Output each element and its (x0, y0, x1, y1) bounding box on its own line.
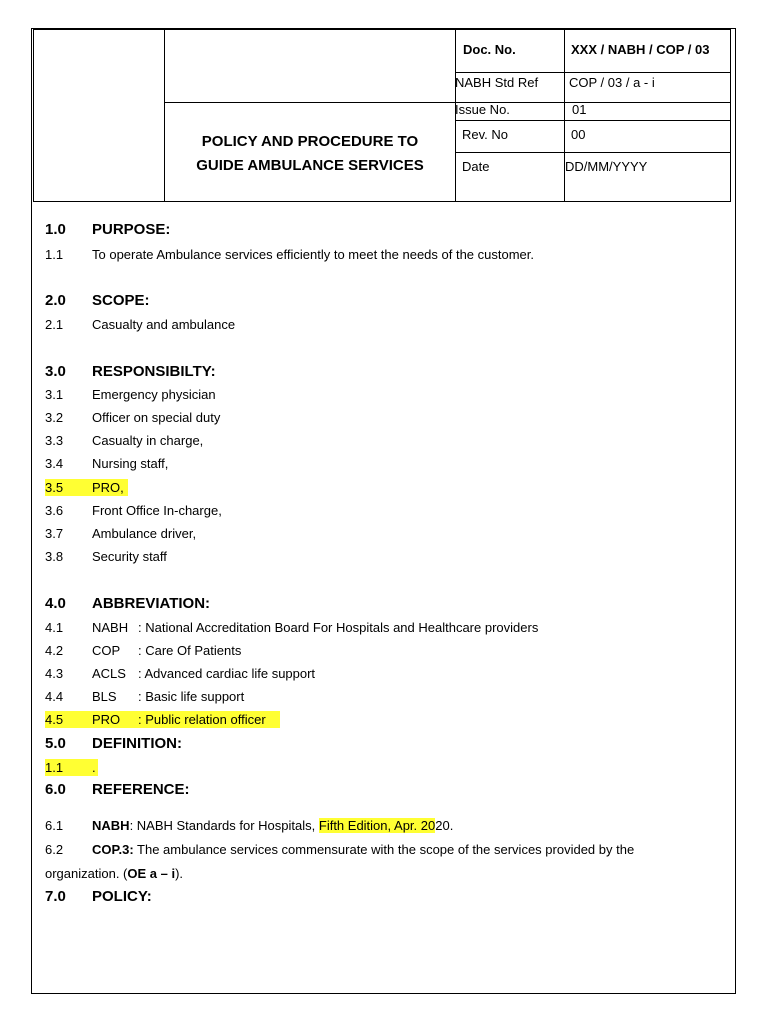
reference-highlight: Fifth Edition, Apr. 20 (318, 818, 436, 833)
abbreviation-term: PRO (92, 712, 121, 727)
section-number: 7.0 (45, 888, 66, 905)
date-value: DD/MM/YYYY (565, 159, 648, 174)
header-row-line (455, 152, 730, 153)
issue-no-label: Issue No. (455, 102, 510, 117)
reference-line-2 (92, 842, 634, 858)
list-item: Casualty in charge, (92, 433, 204, 448)
item-number: 3.7 (45, 526, 64, 541)
std-ref-label: NABH Std Ref (455, 75, 539, 90)
section-number: 4.0 (45, 595, 66, 612)
document-title-line2: GUIDE AMBULANCE SERVICES (196, 157, 424, 174)
item-number: 3.8 (45, 549, 64, 564)
item-number: 4.2 (45, 643, 64, 658)
reference-line-1 (92, 818, 453, 834)
rev-no-label: Rev. No (462, 127, 508, 142)
purpose-text: To operate Ambulance services efficiently to meet the needs of the customer. (92, 247, 535, 262)
header-row-line (455, 72, 730, 73)
header-row-line (455, 120, 730, 121)
list-item: Ambulance driver, (92, 526, 197, 541)
section-number: 6.0 (45, 781, 66, 798)
abbreviation-term: BLS (92, 689, 117, 704)
abbreviation-term: ACLS (92, 666, 126, 681)
item-number: 3.5 (45, 480, 64, 495)
item-number: 4.3 (45, 666, 64, 681)
item-number: 3.4 (45, 456, 64, 471)
section-title-abbreviation: ABBREVIATION: (92, 595, 211, 612)
section-number: 1.0 (45, 221, 66, 238)
list-item: Security staff (92, 549, 167, 564)
list-item: Officer on special duty (92, 410, 221, 425)
issue-no-value: 01 (572, 102, 587, 117)
section-title-reference: REFERENCE: (92, 781, 190, 798)
section-title-definition: DEFINITION: (92, 735, 182, 752)
doc-no-value: XXX / NABH / COP / 03 (571, 42, 710, 57)
item-number: 3.6 (45, 503, 64, 518)
date-label: Date (462, 159, 490, 174)
abbreviation-meaning: : Care Of Patients (138, 643, 242, 658)
section-title-responsibility: RESPONSIBILTY: (92, 363, 216, 380)
reference-objective: OE a – i (127, 866, 176, 881)
reference-line-2-cont (45, 866, 183, 882)
section-number: 5.0 (45, 735, 66, 752)
section-title-policy: POLICY: (92, 888, 152, 905)
abbreviation-term: COP (92, 643, 121, 658)
abbreviation-meaning: : Basic life support (138, 689, 245, 704)
reference-standard: COP.3: (92, 842, 134, 857)
item-number: 1.1 (45, 247, 64, 262)
doc-no-label: Doc. No. (463, 42, 516, 57)
header-divider-value (564, 29, 565, 202)
section-number: 2.0 (45, 292, 66, 309)
item-number: 1.1 (45, 760, 64, 775)
abbreviation-meaning: : Advanced cardiac life support (138, 666, 316, 681)
document-title-line1: POLICY AND PROCEDURE TO (201, 133, 419, 150)
item-number: 3.1 (45, 387, 64, 402)
list-item: Emergency physician (92, 387, 216, 402)
reference-source: NABH (92, 818, 130, 833)
std-ref-value: COP / 03 / a - i (569, 75, 655, 90)
reference-text: : NABH Standards for Hospitals, (129, 818, 319, 833)
rev-no-value: 00 (571, 127, 586, 142)
abbreviation-meaning: : Public relation officer (138, 712, 266, 727)
item-number: 4.4 (45, 689, 64, 704)
item-number: 3.3 (45, 433, 64, 448)
item-number: 4.1 (45, 620, 64, 635)
item-number: 4.5 (45, 712, 64, 727)
reference-text: ). (175, 866, 184, 881)
abbreviation-meaning: : National Accreditation Board For Hospitals and Healthcare providers (138, 620, 539, 635)
section-title-purpose: PURPOSE: (92, 221, 171, 238)
scope-text: Casualty and ambulance (92, 317, 236, 332)
list-item: Nursing staff, (92, 456, 169, 471)
item-number: 6.2 (45, 842, 64, 857)
list-item: PRO, (92, 480, 124, 495)
list-item: Front Office In-charge, (92, 503, 222, 518)
reference-text: The ambulance services commensurate with the scope of the services provided by the (133, 842, 635, 857)
definition-text: . (92, 760, 96, 775)
item-number: 6.1 (45, 818, 64, 833)
reference-text: organization. ( (45, 866, 128, 881)
reference-text-end: 20. (435, 818, 454, 833)
abbreviation-term: NABH (92, 620, 129, 635)
section-title-scope: SCOPE: (92, 292, 150, 309)
section-number: 3.0 (45, 363, 66, 380)
header-title-separator (164, 102, 456, 103)
item-number: 2.1 (45, 317, 64, 332)
item-number: 3.2 (45, 410, 64, 425)
